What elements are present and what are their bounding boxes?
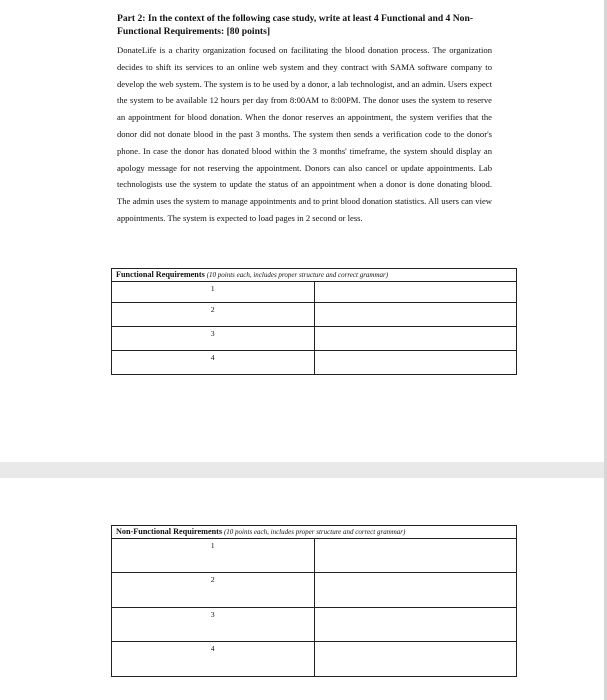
row-number: 2: [112, 303, 315, 327]
functional-answer-cell-1[interactable]: [314, 282, 517, 303]
nonfunctional-table-title: Non-Functional Requirements: [116, 527, 223, 536]
row-number: 4: [112, 351, 315, 375]
functional-table-note: (10 points each, includes proper structure and correct grammar): [206, 271, 389, 279]
nonfunctional-table-header: [112, 526, 517, 539]
row-number: 3: [112, 327, 315, 351]
functional-answer-cell-3[interactable]: [314, 327, 517, 351]
functional-answer-cell-2[interactable]: [314, 303, 517, 327]
row-number: 1: [112, 282, 315, 303]
nonfunctional-answer-cell-1[interactable]: [314, 539, 517, 573]
nonfunctional-answer-cell-2[interactable]: [314, 573, 517, 608]
row-number: 2: [112, 573, 315, 608]
row-number: 3: [112, 608, 315, 642]
row-number: 4: [112, 642, 315, 677]
nonfunctional-requirements-table: [111, 525, 517, 677]
nonfunctional-answer-cell-3[interactable]: [314, 608, 517, 642]
functional-table-header: [112, 269, 517, 282]
part-heading: Part 2: In the context of the following case study, write at least 4 Functional and 4 Non-Functional Requirements: [80 points]: [117, 13, 474, 37]
functional-answer-cell-4[interactable]: [314, 351, 517, 375]
nonfunctional-answer-cell-4[interactable]: [314, 642, 517, 677]
functional-table-title: Functional Requirements: [116, 270, 205, 279]
functional-requirements-table: [111, 268, 517, 375]
row-number: 1: [112, 539, 315, 573]
case-study-paragraph: DonateLife is a charity organization focused on facilitating the blood donation process. The organization decides to shift its services to an online web system and they contract with SAMA software company to develop the web system. The system is to be used by a donor, a lab technologist, and an admin. Users expect the system to be available 12 hours per day from 8:00AM to 8:00PM. The donor uses the system to reserve an appointment for blood donation. When the donor reserves an appointment, the system verifies that the donor did not donate blood in the past 3 months. The system then sends a verification code to the donor's phone. In case the donor has donated blood within the 3 months' timeframe, the system should display an apology message for not reserving the appointment. Donors can also cancel or update appointments. Lab technologists use the system to update the status of an appointment when a donor is done donating blood. The admin uses the system to manage appointments and to print blood donation statistics. All users can view appointments. The system is expected to load pages in 2 second or less.: [117, 45, 492, 223]
nonfunctional-table-note: (10 points each, includes proper structure and correct grammar): [223, 528, 406, 536]
